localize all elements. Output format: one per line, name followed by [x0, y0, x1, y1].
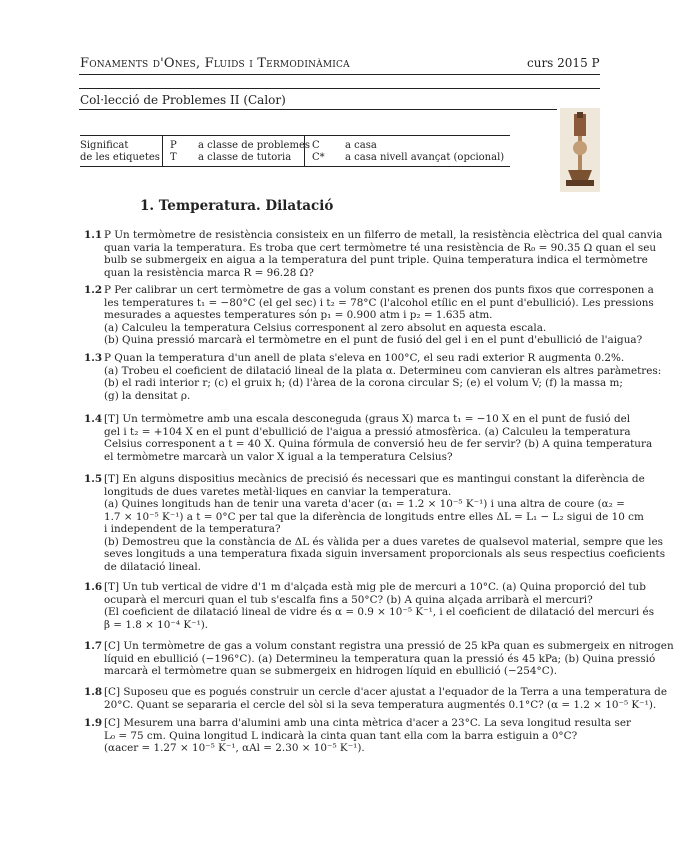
problem-text-line: β = 1.8 × 10⁻⁴ K⁻¹).	[104, 618, 209, 631]
problem-text-line: gel i t₂ = +104 X en el punt d'ebullició de l'aigua a pressió atmosfèrica. (a) Calculeu la temperatura	[104, 425, 631, 438]
section-heading: 1. Temperatura. Dilatació	[140, 198, 334, 214]
legend-label-line1: Significat	[80, 140, 129, 151]
problem-text-line: ocuparà el mercuri quan el tub s'escalfa fins a 50°C? (b) A quina alçada arribarà el mercuri?	[104, 593, 593, 606]
legend-code: P	[170, 140, 177, 151]
problem-item	[84, 686, 667, 711]
problem-text-line: (a) Calculeu la temperatura Celsius corresponent al zero absolut en aquesta escala.	[104, 321, 547, 334]
problem-text-line: (b) Demostreu que la constància de ΔL és vàlida per a dues varetes de qualsevol material, sempre que les	[104, 535, 663, 548]
problem-text-line: de dilatació lineal.	[104, 560, 201, 573]
problem-text-line: el termòmetre marcarà un valor X igual a la temperatura Celsius?	[104, 450, 453, 463]
problem-text-line: (b) el radi interior r; (c) el gruix h; (d) l'àrea de la corona circular S; (e) el volum V; (f) la massa m;	[104, 377, 623, 389]
problem-text-line: [C] Un termòmetre de gas a volum constant registra una pressió de 25 kPa quan es submergeix en nitrogen	[104, 640, 674, 652]
problem-text-line: P Per calibrar un cert termòmetre de gas a volum constant es prenen dos punts fixos que corresponen a	[104, 284, 654, 296]
problem-text-line: quan varia la temperatura. Es troba que cert termòmetre té una resistència de R₀ = 90.35 Ω quan el seu	[104, 241, 657, 254]
problem-number: 1.7	[84, 640, 103, 652]
problem-text-line: (αacer = 1.27 × 10⁻⁵ K⁻¹, αAl = 2.30 × 10⁻⁵ K⁻¹).	[104, 742, 365, 754]
legend-divider	[304, 136, 305, 166]
legend-desc: a classe de problemes	[198, 140, 311, 151]
problem-number: 1.5	[84, 473, 103, 485]
header-rule	[79, 74, 600, 75]
problem-text-line: quan la resistència marca R = 96.28 Ω?	[104, 266, 314, 279]
problem-text-line: longituds de dues varetes metàl·liques en canviar la temperatura.	[104, 485, 452, 498]
problem-text-line: [T] En alguns dispositius mecànics de precisió és necessari que es mantingui constant la diferència de	[104, 473, 645, 485]
course-title: Fonaments d'Ones, Fluids i Termodinàmica	[80, 56, 350, 71]
portrait-image	[560, 108, 600, 192]
problem-text-line: i independent de la temperatura?	[104, 523, 281, 535]
problem-text-line: L₀ = 75 cm. Quina longitud L indicarà la cinta quan tant ella com la barra estiguin a 0°C?	[104, 729, 578, 742]
problem-text-line: mesurades a aquestes temperatures són p₁ = 0.900 atm i p₂ = 1.635 atm.	[104, 309, 493, 321]
problem-text-line: (El coeficient de dilatació lineal de vidre és α = 0.9 × 10⁻⁵ K⁻¹, i el coeficient de dilatació del mercuri és	[104, 606, 655, 618]
problem-number: 1.1	[84, 229, 103, 241]
problem-text-line: seves longituds a una temperatura fixada siguin inversament proporcionals als seus respectius coeficients	[104, 548, 666, 560]
problem-text-line: P Quan la temperatura d'un anell de plata s'eleva en 100°C, el seu radi exterior R augmenta 0.2%.	[104, 352, 625, 364]
problem-number: 1.8	[84, 686, 103, 698]
legend-code: C*	[312, 152, 325, 163]
problem-number: 1.2	[84, 284, 103, 296]
legend-code: C	[312, 140, 320, 151]
problem-text-line: [C] Suposeu que es pogués construir un cercle d'acer ajustat a l'equador de la Terra a una temperatura de	[104, 686, 667, 698]
problem-text-line: líquid en ebullició (−196°C). (a) Determineu la temperatura quan la pressió és 45 kPa; (b) Quina pressió	[104, 652, 656, 665]
problem-text-line: (g) la densitat ρ.	[104, 389, 191, 402]
problem-number: 1.9	[84, 717, 103, 729]
problem-text-line: marcarà el termòmetre quan se submergeix en hidrogen líquid en ebullició (−254°C).	[104, 665, 558, 677]
problem-item	[84, 640, 674, 678]
problem-number: 1.4	[84, 413, 103, 425]
problem-item	[84, 413, 653, 463]
problem-number: 1.6	[84, 581, 103, 593]
subtitle-bottom-rule	[79, 109, 557, 110]
problem-item	[84, 229, 663, 279]
problem-item	[84, 473, 666, 573]
problem-item	[84, 581, 655, 631]
legend-desc: a classe de tutoria	[198, 152, 292, 163]
problem-text-line: (a) Quines longituds han de tenir una vareta d'acer (α₁ = 1.2 × 10⁻⁵ K⁻¹) i una altra de coure (α₂ =	[104, 498, 625, 510]
legend-desc: a casa	[345, 140, 377, 151]
collection-title: Col·lecció de Problemes II (Calor)	[80, 93, 286, 107]
problem-item	[84, 284, 654, 347]
problem-text-line: 1.7 × 10⁻⁵ K⁻¹) a t = 0°C per tal que la diferència de longituds entre elles ΔL = L₁ − L₂ sigui de 10 cm	[104, 510, 644, 523]
legend-label-line2: de les etiquetes	[80, 152, 160, 163]
legend-divider	[162, 136, 163, 166]
problem-item	[84, 717, 631, 755]
problem-text-line: 20°C. Quant se separaria el cercle del sòl si la seva temperatura augmentés 0.1°C? (α = 1.2 × 10⁻⁵ K⁻¹).	[104, 698, 657, 711]
course-year: curs 2015 P	[527, 56, 600, 70]
problem-number: 1.3	[84, 352, 103, 364]
problem-item	[84, 352, 662, 402]
problem-text-line: P Un termòmetre de resistència consisteix en un filferro de metall, la resistència elèctrica del qual canvia	[104, 229, 663, 241]
legend-desc: a casa nivell avançat (opcional)	[345, 152, 505, 163]
subtitle-top-rule	[79, 88, 600, 89]
legend-code: T	[170, 152, 177, 163]
problem-text-line: [C] Mesurem una barra d'alumini amb una cinta mètrica d'acer a 23°C. La seva longitud resulta ser	[104, 717, 631, 729]
problem-text-line: bulb se submergeix en aigua a la temperatura del punt triple. Quina temperatura indica el termòmetre	[104, 254, 648, 266]
legend-top-rule	[80, 135, 510, 136]
problem-text-line: les temperatures t₁ = −80°C (el gel sec) i t₂ = 78°C (l'alcohol etílic en el punt d'ebullició). Les pressions	[104, 296, 654, 309]
legend-bottom-rule	[80, 166, 510, 167]
problem-text-line: [T] Un termòmetre amb una escala desconeguda (graus X) marca t₁ = −10 X en el punt de fusió del	[104, 413, 631, 425]
problem-text-line: (b) Quina pressió marcarà el termòmetre en el punt de fusió del gel i en el punt d'ebullició de l'aigua?	[104, 334, 643, 346]
problem-text-line: (a) Trobeu el coeficient de dilatació lineal de la plata α. Determineu com canvieran els altres paràmetres:	[104, 364, 662, 377]
problem-text-line: Celsius corresponent a t = 40 X. Quina fórmula de conversió heu de fer servir? (b) A quina temperatura	[104, 438, 653, 450]
problem-text-line: [T] Un tub vertical de vidre d'1 m d'alçada està mig ple de mercuri a 10°C. (a) Quina proporció del tub	[104, 581, 646, 593]
